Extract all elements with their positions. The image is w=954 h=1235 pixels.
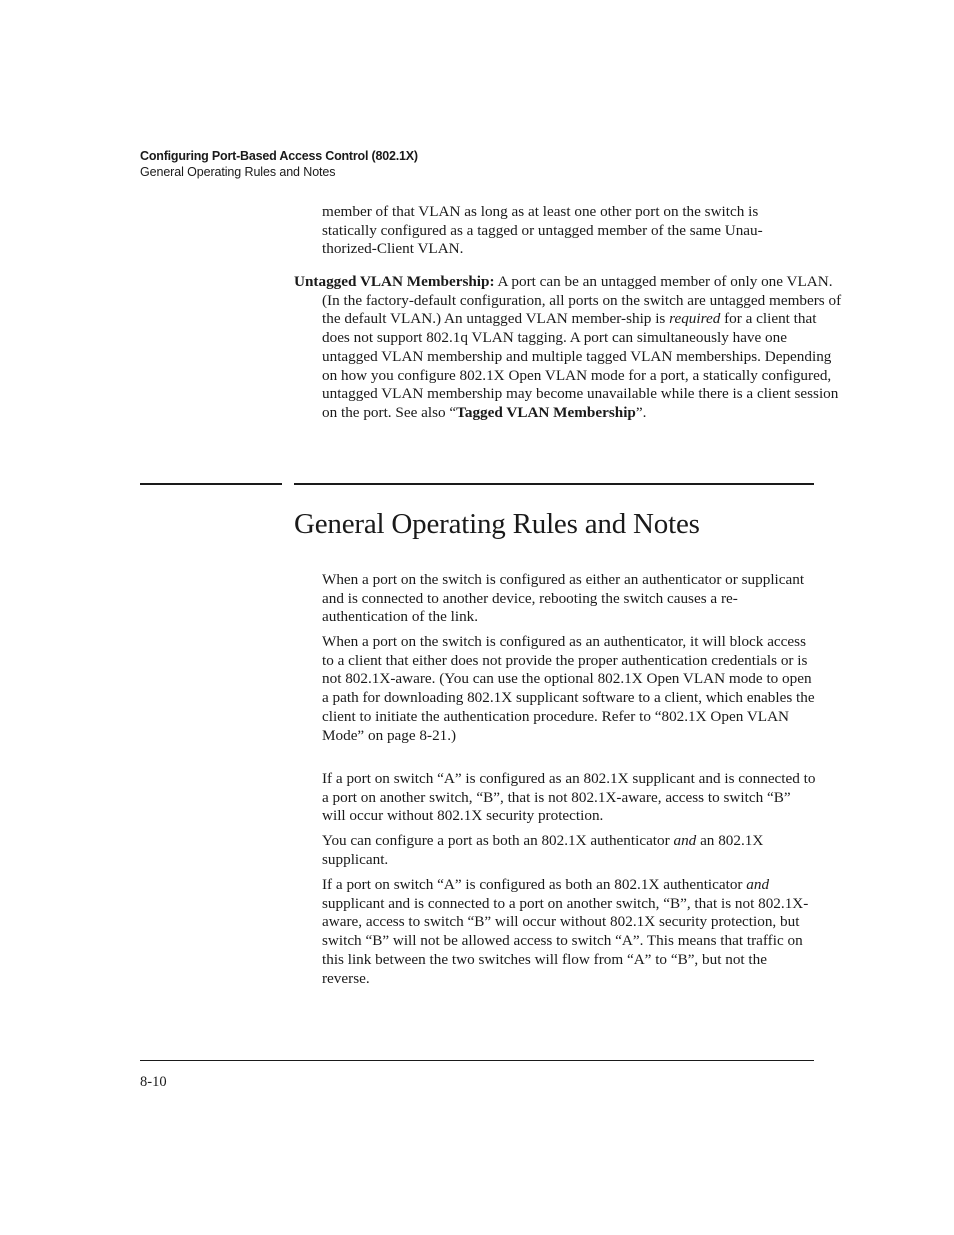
text-run: supplicant and is connected to a port on another switch, “B”, that is not 802.1X-aware, access to switch “B” will occur without 802.1X security protection, but switch “B” will not be allowed access to switch “A”. This means that traffic on this link between the two switches will flow from “A” to “B”, but not the reverse. (322, 894, 809, 987)
rule-paragraph-both (322, 832, 816, 869)
term-untagged-vlan-membership: Untagged VLAN Membership: (294, 273, 495, 290)
section-heading: General Operating Rules and Notes (294, 508, 700, 540)
definition-text-end: ”. (635, 403, 647, 421)
section-rule-left (140, 483, 282, 485)
section-rule-right (294, 483, 814, 485)
rule-paragraph-authenticator: When a port on the switch is configured as an authenticator, it will block access to a client that either does not provide the proper authentication credentials or is not 802.1X-aware. (You can use the optional 802.1X Open VLAN mode to open a path for downloading 802.1X supplicant software to a client, which enables the client to initiate the authentication procedure. Refer to “802.1X Open VLAN Mode” on page 8-21.) (322, 633, 815, 744)
footer-rule (140, 1060, 814, 1061)
text-run: an 802.1X supplicant. (322, 832, 764, 868)
page-number: 8-10 (140, 1074, 167, 1090)
emphasis-required: required (669, 310, 721, 328)
rule-paragraph-supplicant: If a port on switch “A” is configured as an 802.1X supplicant and is connected to a port on another switch, “B”, that is not 802.1X-aware, access to switch “B” will occur without 802.1X security protection. (322, 770, 816, 825)
intro-continuation-paragraph: member of that VLAN as long as at least one other port on the switch is statically configured as a tagged or untagged member of the same Unau-thorized-Client VLAN. (322, 203, 763, 258)
text-run: If a port on switch “A” is configured as both an 802.1X authenticator (322, 876, 747, 893)
rule-paragraph-reboot: When a port on the switch is configured as either an authenticator or supplicant and is connected to another device, rebooting the switch causes a re-authentication of the link. (322, 571, 805, 626)
section-subtitle: General Operating Rules and Notes (140, 165, 336, 179)
see-also-reference: Tagged VLAN Membership (456, 403, 636, 421)
definition-text-cont: for a client that does not support 802.1q VLAN tagging. A port can simultaneously have one untagged VLAN membership and multiple tagged VLAN memberships. Depending on how you configure 802.1X Open VLAN mode for a port, a statically configured, untagged VLAN membership may become unavailable while there is a client session on the port. See also “ (322, 310, 839, 421)
chapter-title: Configuring Port-Based Access Control (802.1X) (140, 149, 418, 163)
definition-text: A port can be an untagged member of only one VLAN. (In the factory-default configuration, all ports on the switch are untagged members of the default VLAN.) An untagged VLAN member-ship is (322, 273, 842, 328)
running-header (140, 148, 418, 180)
emphasis-and: and (746, 876, 770, 893)
emphasis-and: and (673, 832, 697, 849)
rule-paragraph-both-connected (322, 876, 816, 988)
untagged-vlan-definition (294, 273, 844, 423)
text-run: You can configure a port as both an 802.1X authenticator (322, 832, 674, 849)
